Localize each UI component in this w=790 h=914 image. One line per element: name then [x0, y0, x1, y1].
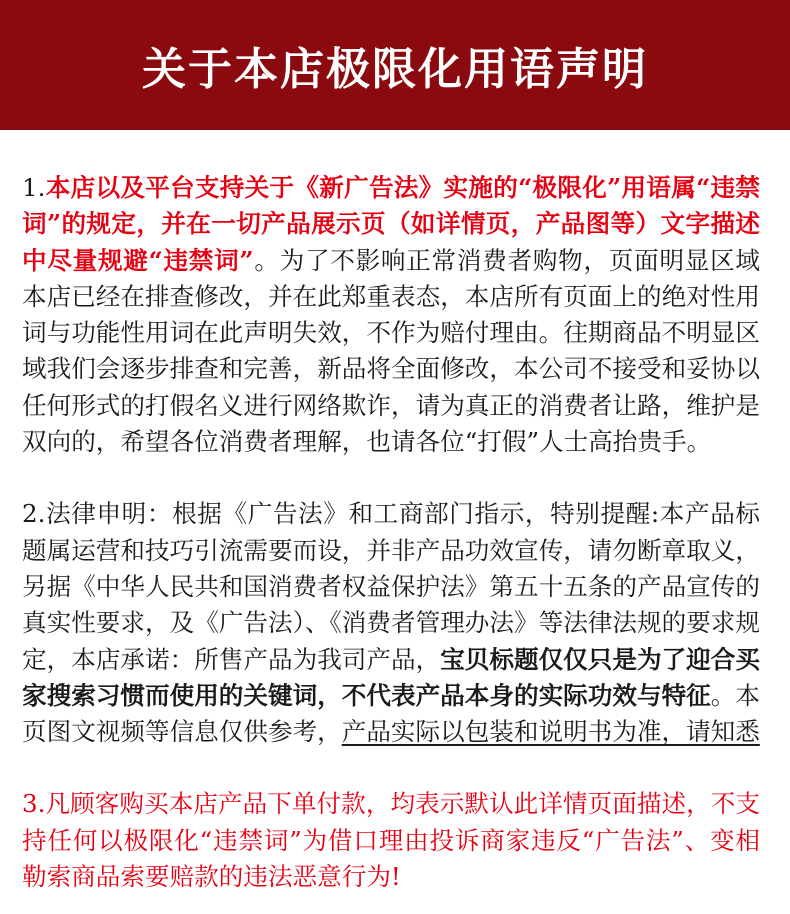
paragraph-2-bold: 宝贝标题仅仅只是为了迎合买家搜索习惯而使用的关键词，不代表产品本身的实际功效与特征 — [22, 644, 760, 710]
statement-body — [0, 130, 790, 895]
paragraph-2-underlined: 产品实际以包装和说明书为准，请知悉 — [341, 717, 760, 747]
paragraph-1 — [22, 170, 760, 460]
paragraph-2-text: 2.法律申明：根据《广告法》和工商部门指示，特别提醒:本产品标题属运营和技巧引流需要而设，并非产品功效宣传，请勿断章取义，另据《中华人民共和国消费者权益保护法》第五十五条的产品宣传的真实性要求，及《广告法）、《消费者管理办法》等法律法规的要求规定，本店承诺：所售产品为我司产品， — [22, 499, 760, 674]
paragraph-1-number: 1. — [22, 173, 46, 202]
header-banner — [0, 0, 790, 130]
page-title: 关于本店极限化用语声明 — [142, 44, 648, 95]
paragraph-1-highlight: 本店以及平台支持关于《新广告法》实施的“极限化”用语属“违禁词”的规定，并在一切产品展示页（如详情页，产品图等）文字描述中尽量规避“违禁词” — [22, 173, 760, 275]
paragraph-1-text: 。为了不影响正常消费者购物，页面明显区域本店已经在排查修改，并在此郑重表态，本店所有页面上的绝对性用词与功能性用词在此声明失效，不作为赔付理由。往期商品不明显区域我们会逐步排查和完善，新品将全面修改，本公司不接受和妥协以任何形式的打假名义进行网络欺诈，请为真正的消费者让路，维护是双向的，希望各位消费者理解，也请各位“打假”人士高抬贵手。 — [22, 245, 760, 457]
paragraph-2 — [22, 496, 760, 750]
paragraph-2-text-2: 。本页图文视频等信息仅供参考， — [22, 680, 760, 747]
paragraph-3: 3.凡顾客购买本店产品下单付款，均表示默认此详情页面描述，不支持任何以极限化“违禁词”为借口理由投诉商家违反“广告法”、变相勒索商品索要赔款的违法恶意行为! — [22, 789, 760, 892]
